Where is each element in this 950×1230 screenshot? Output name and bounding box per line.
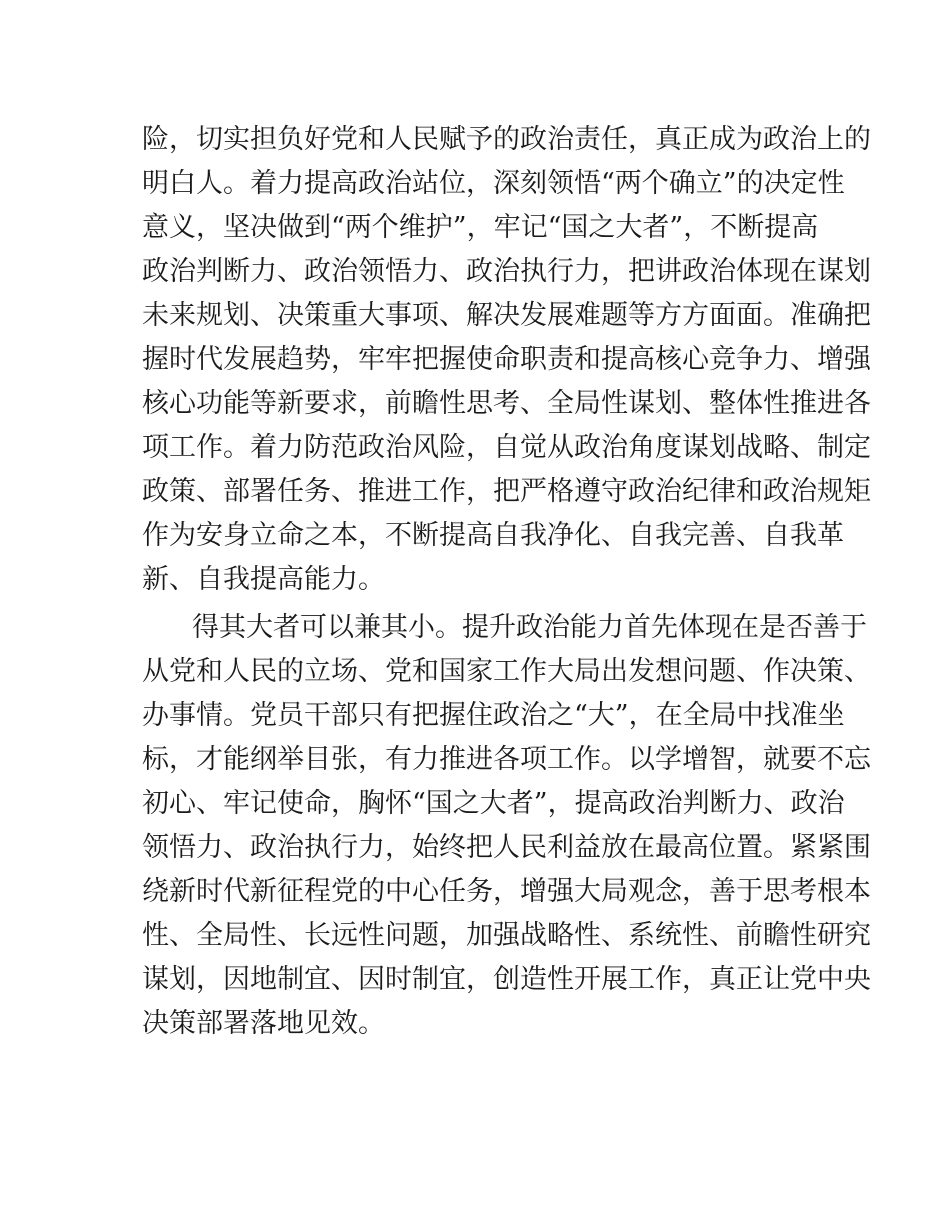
paragraph-2-line-5: 初心、牢记使命，胸怀“国之大者”，提高政治判断力、政治: [142, 788, 845, 819]
paragraph-2-line-9: 谋划，因地制宜、因时制宜，创造性开展工作，真正让党中央: [142, 964, 871, 995]
paragraph-1-line-9: 政策、部署任务、推进工作，把严格遵守政治纪律和政治规矩: [142, 476, 871, 507]
paragraph-1-line-2: 明白人。着力提高政治站位，深刻领悟“两个确立”的决定性: [142, 168, 845, 199]
paragraph-2-line-3: 办事情。党员干部只有把握住政治之“大”，在全局中找准坐: [142, 700, 845, 731]
paragraph-1-line-11: 新、自我提高能力。: [142, 564, 385, 595]
paragraph-2-line-1: 得其大者可以兼其小。提升政治能力首先体现在是否善于: [192, 612, 867, 643]
paragraph-2-line-2: 从党和人民的立场、党和国家工作大局出发想问题、作决策、: [142, 656, 871, 687]
paragraph-1-line-10: 作为安身立命之本，不断提高自我净化、自我完善、自我革: [142, 520, 844, 551]
paragraph-2-line-6: 领悟力、政治执行力，始终把人民利益放在最高位置。紧紧围: [142, 832, 871, 863]
paragraph-2-line-7: 绕新时代新征程党的中心任务，增强大局观念，善于思考根本: [142, 876, 871, 907]
paragraph-1-line-1: 险，切实担负好党和人民赋予的政治责任，真正成为政治上的: [142, 124, 871, 155]
paragraph-1-line-4: 政治判断力、政治领悟力、政治执行力，把讲政治体现在谋划: [142, 256, 871, 287]
paragraph-1-line-8: 项工作。着力防范政治风险，自觉从政治角度谋划战略、制定: [142, 432, 871, 463]
paragraph-1-line-5: 未来规划、决策重大事项、解决发展难题等方方面面。准确把: [142, 300, 871, 331]
paragraph-2-line-10: 决策部署落地见效。: [142, 1008, 385, 1039]
paragraph-1-line-7: 核心功能等新要求，前瞻性思考、全局性谋划、整体性推进各: [142, 388, 871, 419]
paragraph-2-line-4: 标，才能纲举目张，有力推进各项工作。以学增智，就要不忘: [142, 744, 871, 775]
paragraph-2-line-8: 性、全局性、长远性问题，加强战略性、系统性、前瞻性研究: [142, 920, 871, 951]
paragraph-1-line-3: 意义，坚决做到“两个维护”，牢记“国之大者”，不断提高: [142, 212, 819, 243]
paragraph-1-line-6: 握时代发展趋势，牢牢把握使命职责和提高核心竞争力、增强: [142, 344, 871, 375]
